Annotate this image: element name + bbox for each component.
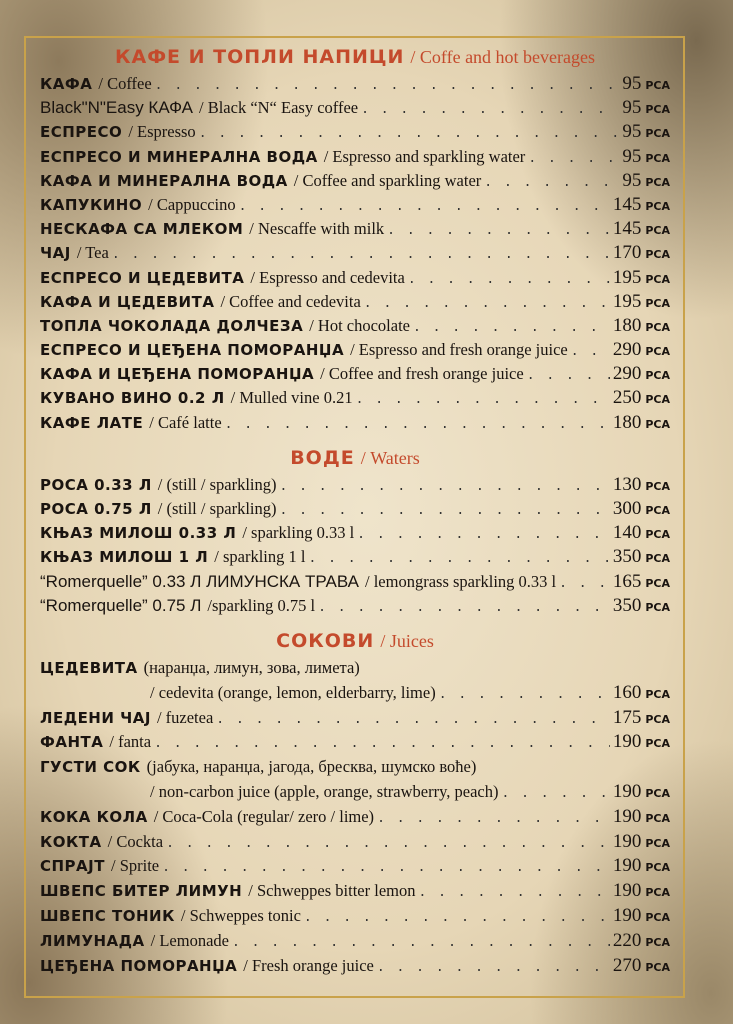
item-description: / Café latte <box>149 412 222 432</box>
price-value: 180 <box>612 314 642 336</box>
dot-leader <box>112 243 610 267</box>
dot-leader <box>279 499 609 523</box>
price-value: 180 <box>612 411 642 433</box>
price-value: 190 <box>612 904 642 926</box>
menu-item <box>40 830 670 855</box>
menu-item <box>40 193 670 217</box>
item-name: ГУСТИ СОК <box>40 758 141 777</box>
item-name: КАФЕ ЛАТЕ <box>40 413 144 432</box>
currency-label: РСА <box>645 552 670 566</box>
price-value: 95 <box>622 169 642 191</box>
section-title <box>40 42 670 72</box>
price-value: 195 <box>612 290 642 312</box>
item-name: СПРАЈТ <box>40 857 105 876</box>
menu-item <box>40 681 670 706</box>
item-price <box>613 241 670 267</box>
item-name: КЊАЗ МИЛОШ 0.33 Л <box>40 524 237 543</box>
dot-leader <box>279 475 609 499</box>
item-description: / cedevita (orange, lemon, elderbarry, lime) <box>150 682 436 702</box>
currency-label: РСА <box>645 369 670 383</box>
item-price <box>622 169 670 195</box>
price-value: 190 <box>612 780 642 802</box>
item-name: КОКА КОЛА <box>40 807 148 826</box>
item-name: ЕСПРЕСО И ЦЕДЕВИТА <box>40 268 245 287</box>
item-name: КУВАНО ВИНО 0.2 Л <box>40 389 225 408</box>
dot-leader <box>377 807 610 832</box>
item-description: / lemongrass sparkling 0.33 l <box>365 571 557 591</box>
item-name: ФАНТА <box>40 733 104 752</box>
menu-item <box>40 145 670 169</box>
item-description: / Schweppes tonic <box>180 905 301 925</box>
dot-leader <box>559 572 610 596</box>
item-description: / Espresso and cedevita <box>250 267 405 287</box>
item-name: ТОПЛА ЧОКОЛАДА ДОЛЧЕЗА <box>40 316 304 335</box>
item-price <box>613 545 670 571</box>
dot-leader <box>408 268 610 292</box>
section-title-cyrillic: ВОДЕ <box>290 446 355 469</box>
item-description: / Fresh orange juice <box>243 955 374 975</box>
item-price <box>613 879 670 906</box>
item-price <box>613 386 670 412</box>
item-description: / Cappuccino <box>148 194 236 214</box>
item-description: / Coffee <box>98 74 152 93</box>
dot-leader <box>154 732 610 757</box>
item-description: (наранџа, лимун, зова, лимета) <box>143 657 360 677</box>
section-title <box>40 626 670 656</box>
item-price <box>622 96 670 122</box>
item-description: / Cockta <box>107 831 164 851</box>
menu-item <box>40 290 670 314</box>
item-price <box>613 854 670 881</box>
menu-item <box>40 954 670 979</box>
item-price <box>613 904 670 931</box>
price-value: 95 <box>622 121 642 143</box>
currency-label: РСА <box>645 576 670 590</box>
currency-label: РСА <box>645 103 670 117</box>
menu-item <box>40 594 670 618</box>
item-price <box>613 497 670 523</box>
menu-item <box>40 169 670 193</box>
currency-label: РСА <box>645 811 670 825</box>
menu-item <box>40 386 670 410</box>
item-description: / (still / sparkling) <box>157 474 277 494</box>
price-value: 95 <box>622 97 642 119</box>
currency-label: РСА <box>645 320 670 334</box>
menu-page <box>40 42 670 978</box>
price-value: 190 <box>612 855 642 877</box>
item-price <box>613 730 670 757</box>
dot-leader <box>361 98 619 122</box>
currency-label: РСА <box>645 836 670 850</box>
dot-leader <box>232 931 610 956</box>
item-price <box>613 290 670 316</box>
currency-label: РСА <box>645 960 670 974</box>
item-name: ЛИМУНАДА <box>40 931 145 950</box>
item-description: / Schweppes bitter lemon <box>248 881 416 901</box>
currency-label: РСА <box>645 199 670 213</box>
item-name: РОСА 0.75 Л <box>40 500 152 518</box>
currency-label: РСА <box>645 861 670 875</box>
price-value: 190 <box>612 731 642 753</box>
item-description: / Lemonade <box>150 930 229 950</box>
item-description: / non-carbon juice (apple, orange, strawberry, peach) <box>150 781 499 801</box>
currency-label: РСА <box>645 600 670 614</box>
item-name: КАФА <box>40 75 93 93</box>
menu-item <box>40 521 670 545</box>
item-description: / Espresso and fresh orange juice <box>350 340 568 360</box>
item-name: КАФА И ЦЕЂЕНА ПОМОРАНЏА <box>40 365 315 384</box>
price-value: 195 <box>612 266 642 288</box>
currency-label: РСА <box>645 393 670 407</box>
currency-label: РСА <box>645 886 670 900</box>
price-value: 220 <box>612 929 642 951</box>
item-description: / fanta <box>109 732 152 752</box>
dot-leader <box>527 364 610 388</box>
menu-item <box>40 929 670 954</box>
item-description: / Black “N“ Easy coffee <box>199 98 359 118</box>
item-name: НЕСКАФА СА МЛЕКОМ <box>40 220 244 239</box>
menu-item <box>40 241 670 265</box>
price-value: 130 <box>612 473 642 495</box>
price-value: 95 <box>622 73 642 94</box>
currency-label: РСА <box>645 248 670 262</box>
dot-leader <box>501 782 609 807</box>
menu-item <box>40 411 670 435</box>
item-name: ЕСПРЕСО <box>40 123 123 142</box>
section-title-latin: / Juices <box>380 630 434 651</box>
currency-label: РСА <box>645 935 670 949</box>
item-description: (јабука, наранџа, јагода, бресква, шумско воће) <box>146 757 477 777</box>
menu-item <box>40 120 670 144</box>
item-price <box>613 805 670 832</box>
dot-leader <box>318 596 610 620</box>
item-price <box>613 411 670 437</box>
item-description: / Espresso <box>128 122 196 142</box>
menu-item <box>40 780 670 805</box>
dot-leader <box>239 195 610 219</box>
item-name: Black"N"Easy КАФА <box>40 98 193 118</box>
section-title-cyrillic: СОКОВИ <box>276 629 375 652</box>
currency-label: РСА <box>645 910 670 924</box>
menu-item <box>40 730 670 755</box>
currency-label: РСА <box>645 737 670 751</box>
menu-item <box>40 96 670 120</box>
menu-item <box>40 805 670 830</box>
price-value: 190 <box>612 805 642 827</box>
item-name: РОСА 0.33 Л <box>40 475 152 494</box>
price-value: 170 <box>612 242 642 264</box>
menu-item <box>40 545 670 569</box>
price-value: 190 <box>612 880 642 902</box>
item-name: КАПУКИНО <box>40 195 143 214</box>
menu-item <box>40 473 670 497</box>
item-name: КЊАЗ МИЛОШ 1 Л <box>40 548 209 567</box>
currency-label: РСА <box>645 687 670 701</box>
currency-label: РСА <box>645 151 670 165</box>
price-value: 145 <box>612 218 642 240</box>
dot-leader <box>356 388 610 412</box>
item-description: /sparkling 0.75 l <box>207 595 316 615</box>
menu-item <box>40 338 670 362</box>
section-title <box>40 443 670 473</box>
item-description: / (still / sparkling) <box>157 499 277 518</box>
item-price <box>613 217 670 243</box>
price-value: 290 <box>612 339 642 361</box>
dot-leader <box>387 219 610 243</box>
price-value: 165 <box>612 570 642 592</box>
menu-item <box>40 755 670 780</box>
dot-leader <box>162 856 610 881</box>
item-price <box>613 954 670 981</box>
price-value: 350 <box>612 546 642 568</box>
dot-leader <box>216 708 610 733</box>
menu-item <box>40 72 670 96</box>
item-price <box>613 681 670 708</box>
item-price <box>622 120 670 146</box>
item-name: ЧАЈ <box>40 244 71 263</box>
menu-item <box>40 879 670 904</box>
currency-label: РСА <box>645 296 670 310</box>
item-name: ЛЕДЕНИ ЧАЈ <box>40 708 151 727</box>
menu-item <box>40 706 670 731</box>
item-price <box>613 266 670 292</box>
menu-item <box>40 497 670 521</box>
item-description: / Coca-Cola (regular/ zero / lime) <box>153 806 375 826</box>
currency-label: РСА <box>645 272 670 286</box>
item-description: / Hot chocolate <box>309 315 410 335</box>
item-name: ШВЕПС ТОНИК <box>40 906 175 925</box>
dot-leader <box>308 547 609 571</box>
dot-leader <box>166 832 610 857</box>
price-value: 175 <box>612 706 642 728</box>
item-price <box>613 473 670 499</box>
item-name: “Romerquelle” 0.33 Л ЛИМУНСКА ТРАВА <box>40 571 360 591</box>
section-title-cyrillic: КАФЕ И ТОПЛИ НАПИЦИ <box>114 46 405 68</box>
price-value: 350 <box>612 594 642 616</box>
item-description: / sparkling 0.33 l <box>242 523 355 543</box>
item-price <box>613 830 670 857</box>
currency-label: РСА <box>645 504 670 517</box>
item-name: ЕСПРЕСО И МИНЕРАЛНА ВОДА <box>40 147 318 166</box>
menu-item <box>40 656 670 681</box>
item-price <box>622 72 670 98</box>
menu-item <box>40 217 670 241</box>
item-description: / Coffee and fresh orange juice <box>320 364 524 384</box>
dot-leader <box>484 171 619 195</box>
price-value: 250 <box>612 387 642 409</box>
item-name: КАФА И МИНЕРАЛНА ВОДА <box>40 171 288 190</box>
dot-leader <box>413 316 610 340</box>
item-price <box>622 145 670 171</box>
item-name: “Romerquelle” 0.75 Л <box>40 595 202 615</box>
menu-item <box>40 362 670 386</box>
dot-leader <box>571 340 610 364</box>
item-price <box>613 521 670 547</box>
price-value: 140 <box>612 522 642 544</box>
currency-label: РСА <box>645 417 670 431</box>
menu-item <box>40 904 670 929</box>
dot-leader <box>225 413 610 437</box>
dot-leader <box>439 683 610 708</box>
price-value: 290 <box>612 363 642 385</box>
item-price <box>613 706 670 733</box>
menu-item <box>40 314 670 338</box>
item-description: / fuzetea <box>156 707 214 727</box>
menu-item <box>40 266 670 290</box>
dot-leader <box>304 906 610 931</box>
item-price <box>613 594 670 620</box>
currency-label: РСА <box>645 345 670 359</box>
currency-label: РСА <box>645 479 670 493</box>
item-description: / Nescaffe with milk <box>249 219 385 239</box>
dot-leader <box>357 523 610 547</box>
item-price <box>613 780 670 807</box>
item-name: ЦЕДЕВИТА <box>40 658 138 677</box>
item-price <box>613 193 670 219</box>
item-name: КОКТА <box>40 832 102 851</box>
price-value: 160 <box>612 681 642 703</box>
currency-label: РСА <box>645 79 670 92</box>
item-description: / Mulled vine 0.21 <box>230 388 353 408</box>
dot-leader <box>199 122 620 146</box>
currency-label: РСА <box>645 224 670 238</box>
price-value: 145 <box>612 193 642 215</box>
currency-label: РСА <box>645 786 670 800</box>
item-description: / Tea <box>76 243 109 263</box>
item-description: / sparkling 1 l <box>214 547 306 567</box>
currency-label: РСА <box>645 528 670 542</box>
item-name: ШВЕПС БИТЕР ЛИМУН <box>40 882 243 901</box>
price-value: 270 <box>612 954 642 976</box>
item-description: / Coffee and cedevita <box>220 291 361 311</box>
item-name: ЦЕЂЕНА ПОМОРАНЏА <box>40 956 238 975</box>
item-description: / Coffee and sparkling water <box>293 170 482 190</box>
item-name: КАФА И ЦЕДЕВИТА <box>40 292 215 311</box>
dot-leader <box>377 956 610 981</box>
currency-label: РСА <box>645 712 670 726</box>
item-price <box>613 314 670 340</box>
item-description: / Sprite <box>110 856 160 876</box>
price-value: 300 <box>612 498 642 519</box>
item-name: ЕСПРЕСО И ЦЕЂЕНА ПОМОРАНЏА <box>40 341 345 360</box>
price-value: 190 <box>612 830 642 852</box>
menu-item <box>40 854 670 879</box>
dot-leader <box>155 74 620 98</box>
item-price <box>613 570 670 596</box>
currency-label: РСА <box>645 175 670 189</box>
section-title-latin: / Waters <box>360 447 420 468</box>
item-price <box>613 929 670 956</box>
currency-label: РСА <box>645 127 670 141</box>
dot-leader <box>364 292 610 316</box>
item-price <box>613 338 670 364</box>
price-value: 95 <box>622 145 642 167</box>
dot-leader <box>419 881 610 906</box>
menu-item <box>40 570 670 594</box>
dot-leader <box>528 147 619 171</box>
item-price <box>613 362 670 388</box>
section-title-latin: / Coffe and hot beverages <box>410 47 596 67</box>
item-description: / Espresso and sparkling water <box>323 146 526 166</box>
